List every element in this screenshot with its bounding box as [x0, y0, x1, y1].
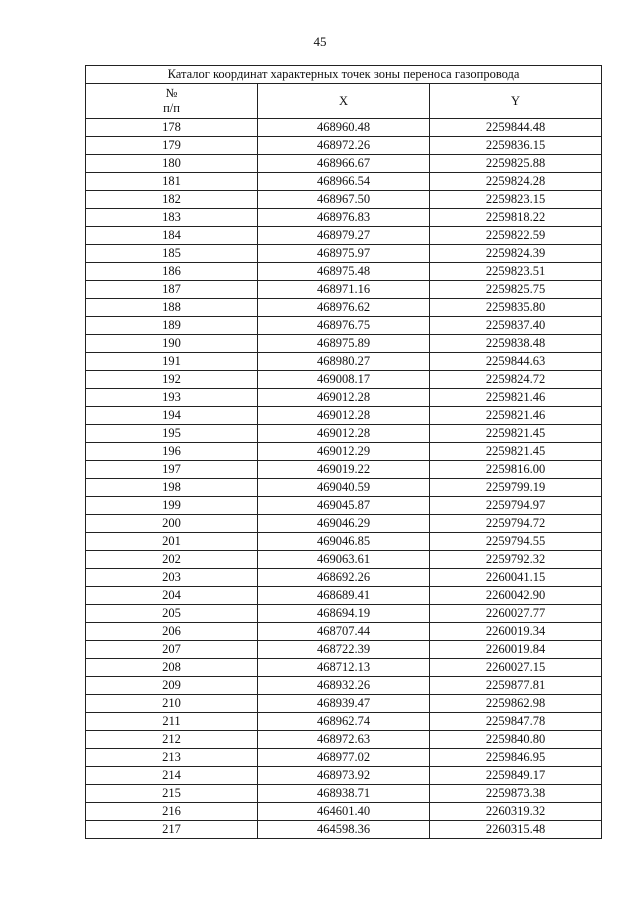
cell-x: 469046.29 [258, 515, 430, 533]
table-row [86, 281, 602, 299]
cell-x: 468962.74 [258, 713, 430, 731]
table-row [86, 677, 602, 695]
table-row [86, 155, 602, 173]
cell-point-number: 195 [86, 425, 258, 443]
cell-x: 468973.92 [258, 767, 430, 785]
table-row [86, 587, 602, 605]
column-header-number-line2: п/п [163, 101, 180, 115]
cell-point-number: 180 [86, 155, 258, 173]
table-row [86, 191, 602, 209]
cell-x: 468966.67 [258, 155, 430, 173]
table-row [86, 371, 602, 389]
cell-x: 469012.28 [258, 407, 430, 425]
cell-y: 2259823.15 [430, 191, 602, 209]
cell-x: 468977.02 [258, 749, 430, 767]
cell-x: 468938.71 [258, 785, 430, 803]
table-row [86, 173, 602, 191]
cell-point-number: 211 [86, 713, 258, 731]
cell-y: 2259840.80 [430, 731, 602, 749]
cell-x: 468939.47 [258, 695, 430, 713]
cell-x: 468694.19 [258, 605, 430, 623]
table-row [86, 353, 602, 371]
table-row [86, 695, 602, 713]
cell-y: 2259838.48 [430, 335, 602, 353]
cell-point-number: 205 [86, 605, 258, 623]
table-row [86, 209, 602, 227]
cell-x: 469046.85 [258, 533, 430, 551]
cell-point-number: 184 [86, 227, 258, 245]
cell-y: 2259837.40 [430, 317, 602, 335]
cell-point-number: 203 [86, 569, 258, 587]
cell-point-number: 182 [86, 191, 258, 209]
table-row [86, 389, 602, 407]
cell-y: 2260042.90 [430, 587, 602, 605]
cell-x: 468976.75 [258, 317, 430, 335]
cell-point-number: 188 [86, 299, 258, 317]
cell-point-number: 183 [86, 209, 258, 227]
cell-y: 2259847.78 [430, 713, 602, 731]
cell-y: 2259818.22 [430, 209, 602, 227]
cell-y: 2259823.51 [430, 263, 602, 281]
cell-y: 2259794.72 [430, 515, 602, 533]
table-row [86, 749, 602, 767]
cell-point-number: 192 [86, 371, 258, 389]
cell-x: 468689.41 [258, 587, 430, 605]
cell-x: 468722.39 [258, 641, 430, 659]
cell-x: 469012.29 [258, 443, 430, 461]
cell-point-number: 191 [86, 353, 258, 371]
table-body [86, 119, 602, 839]
cell-y: 2259792.32 [430, 551, 602, 569]
cell-point-number: 202 [86, 551, 258, 569]
cell-x: 469008.17 [258, 371, 430, 389]
cell-x: 464601.40 [258, 803, 430, 821]
table-row [86, 335, 602, 353]
cell-point-number: 199 [86, 497, 258, 515]
cell-y: 2259821.46 [430, 407, 602, 425]
cell-y: 2259825.88 [430, 155, 602, 173]
cell-x: 468975.48 [258, 263, 430, 281]
cell-point-number: 208 [86, 659, 258, 677]
cell-y: 2259799.19 [430, 479, 602, 497]
cell-x: 468960.48 [258, 119, 430, 137]
cell-x: 468971.16 [258, 281, 430, 299]
cell-y: 2259836.15 [430, 137, 602, 155]
cell-point-number: 178 [86, 119, 258, 137]
table-row [86, 569, 602, 587]
cell-x: 469012.28 [258, 425, 430, 443]
cell-point-number: 213 [86, 749, 258, 767]
cell-x: 468975.97 [258, 245, 430, 263]
cell-y: 2260319.32 [430, 803, 602, 821]
cell-x: 468976.83 [258, 209, 430, 227]
table-row [86, 461, 602, 479]
cell-y: 2259873.38 [430, 785, 602, 803]
cell-y: 2259862.98 [430, 695, 602, 713]
cell-x: 464598.36 [258, 821, 430, 839]
page-number: 45 [313, 34, 327, 49]
table-row [86, 317, 602, 335]
cell-x: 468980.27 [258, 353, 430, 371]
table-row [86, 803, 602, 821]
cell-y: 2260019.84 [430, 641, 602, 659]
table-row [86, 821, 602, 839]
cell-y: 2260019.34 [430, 623, 602, 641]
cell-point-number: 193 [86, 389, 258, 407]
cell-x: 468692.26 [258, 569, 430, 587]
cell-y: 2259824.72 [430, 371, 602, 389]
table-row [86, 659, 602, 677]
cell-x: 469040.59 [258, 479, 430, 497]
table-row [86, 515, 602, 533]
cell-x: 469045.87 [258, 497, 430, 515]
table-row [86, 227, 602, 245]
table-row [86, 623, 602, 641]
table-row [86, 479, 602, 497]
cell-y: 2259844.48 [430, 119, 602, 137]
table-row [86, 533, 602, 551]
cell-point-number: 207 [86, 641, 258, 659]
cell-x: 468932.26 [258, 677, 430, 695]
table-row [86, 245, 602, 263]
cell-point-number: 217 [86, 821, 258, 839]
cell-y: 2260027.77 [430, 605, 602, 623]
cell-y: 2259835.80 [430, 299, 602, 317]
cell-x: 468979.27 [258, 227, 430, 245]
cell-point-number: 187 [86, 281, 258, 299]
table-row [86, 425, 602, 443]
cell-y: 2259816.00 [430, 461, 602, 479]
table-row [86, 137, 602, 155]
cell-point-number: 204 [86, 587, 258, 605]
cell-y: 2259824.39 [430, 245, 602, 263]
cell-y: 2259846.95 [430, 749, 602, 767]
table-row [86, 407, 602, 425]
cell-y: 2259821.45 [430, 425, 602, 443]
table-row [86, 713, 602, 731]
table-row [86, 731, 602, 749]
cell-point-number: 185 [86, 245, 258, 263]
cell-x: 468972.26 [258, 137, 430, 155]
column-header-number-line1: № [165, 86, 178, 100]
cell-point-number: 186 [86, 263, 258, 281]
cell-point-number: 179 [86, 137, 258, 155]
table-row [86, 785, 602, 803]
table-row [86, 641, 602, 659]
cell-x: 469012.28 [258, 389, 430, 407]
cell-point-number: 200 [86, 515, 258, 533]
cell-x: 469019.22 [258, 461, 430, 479]
cell-point-number: 210 [86, 695, 258, 713]
cell-x: 468712.13 [258, 659, 430, 677]
column-header-x: X [258, 84, 430, 119]
cell-point-number: 190 [86, 335, 258, 353]
cell-y: 2259821.45 [430, 443, 602, 461]
cell-y: 2259794.97 [430, 497, 602, 515]
cell-point-number: 198 [86, 479, 258, 497]
cell-y: 2259824.28 [430, 173, 602, 191]
table-row [86, 767, 602, 785]
cell-y: 2259821.46 [430, 389, 602, 407]
column-header-y: Y [430, 84, 602, 119]
table-row [86, 605, 602, 623]
cell-x: 468976.62 [258, 299, 430, 317]
cell-x: 468967.50 [258, 191, 430, 209]
cell-x: 468707.44 [258, 623, 430, 641]
cell-point-number: 212 [86, 731, 258, 749]
cell-x: 468975.89 [258, 335, 430, 353]
cell-y: 2260315.48 [430, 821, 602, 839]
table-caption: Каталог координат характерных точек зоны переноса газопровода [86, 66, 602, 84]
cell-point-number: 214 [86, 767, 258, 785]
cell-point-number: 215 [86, 785, 258, 803]
coordinates-catalog-table [85, 65, 602, 839]
column-header-number [86, 84, 258, 119]
cell-y: 2259825.75 [430, 281, 602, 299]
table-row [86, 263, 602, 281]
cell-point-number: 216 [86, 803, 258, 821]
cell-x: 469063.61 [258, 551, 430, 569]
cell-y: 2259822.59 [430, 227, 602, 245]
table-row [86, 497, 602, 515]
table-row [86, 443, 602, 461]
cell-point-number: 209 [86, 677, 258, 695]
cell-x: 468972.63 [258, 731, 430, 749]
cell-point-number: 206 [86, 623, 258, 641]
cell-point-number: 196 [86, 443, 258, 461]
cell-y: 2259877.81 [430, 677, 602, 695]
table-row [86, 119, 602, 137]
cell-y: 2260041.15 [430, 569, 602, 587]
cell-point-number: 201 [86, 533, 258, 551]
cell-y: 2259794.55 [430, 533, 602, 551]
cell-y: 2259849.17 [430, 767, 602, 785]
cell-y: 2259844.63 [430, 353, 602, 371]
cell-point-number: 189 [86, 317, 258, 335]
cell-point-number: 181 [86, 173, 258, 191]
cell-y: 2260027.15 [430, 659, 602, 677]
cell-x: 468966.54 [258, 173, 430, 191]
cell-point-number: 194 [86, 407, 258, 425]
table-row [86, 299, 602, 317]
table-row [86, 551, 602, 569]
cell-point-number: 197 [86, 461, 258, 479]
